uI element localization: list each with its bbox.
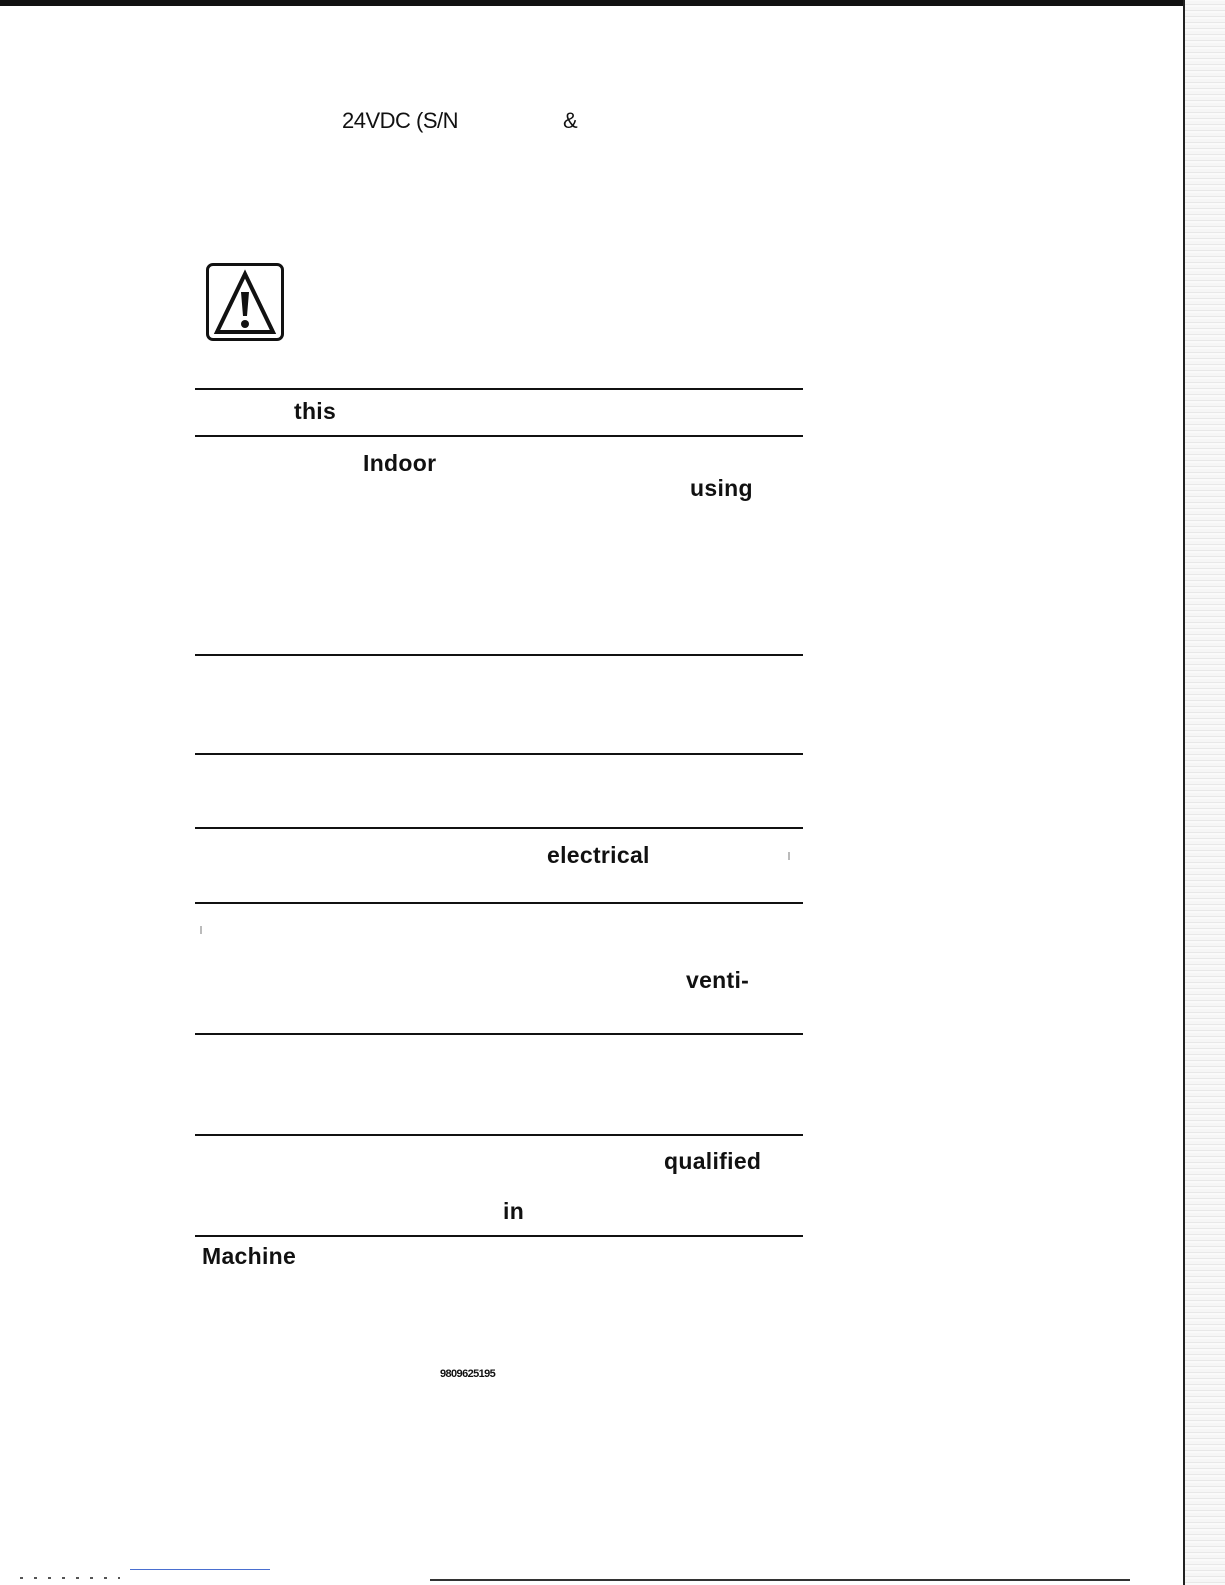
text-qualified: qualified (664, 1148, 762, 1174)
page-bottom-edge (0, 1565, 1225, 1585)
section-rule-5 (195, 827, 803, 829)
section-rule-9 (195, 1235, 803, 1237)
scan-speck (200, 926, 202, 934)
scan-speck (788, 852, 790, 860)
text-venti: venti- (686, 967, 750, 993)
header-voltage: 24VDC (S/N (342, 108, 459, 133)
section-rule-1 (195, 388, 803, 390)
page-right-edge (1183, 0, 1225, 1585)
section-rule-4 (195, 753, 803, 755)
section-rule-6 (195, 902, 803, 904)
section-rule-7 (195, 1033, 803, 1035)
text-machine: Machine (202, 1243, 297, 1269)
warning-triangle-icon (206, 263, 284, 341)
text-using: using (690, 475, 753, 501)
header-ampersand: & (563, 108, 578, 133)
top-border-rule (0, 0, 1190, 6)
text-in: in (503, 1198, 525, 1224)
text-indoor: Indoor (363, 450, 437, 476)
text-this: this (294, 398, 337, 424)
text-electrical: electrical (547, 842, 650, 868)
section-rule-2 (195, 435, 803, 437)
section-rule-3 (195, 654, 803, 656)
part-number: 9809625195 (440, 1368, 496, 1380)
section-rule-8 (195, 1134, 803, 1136)
